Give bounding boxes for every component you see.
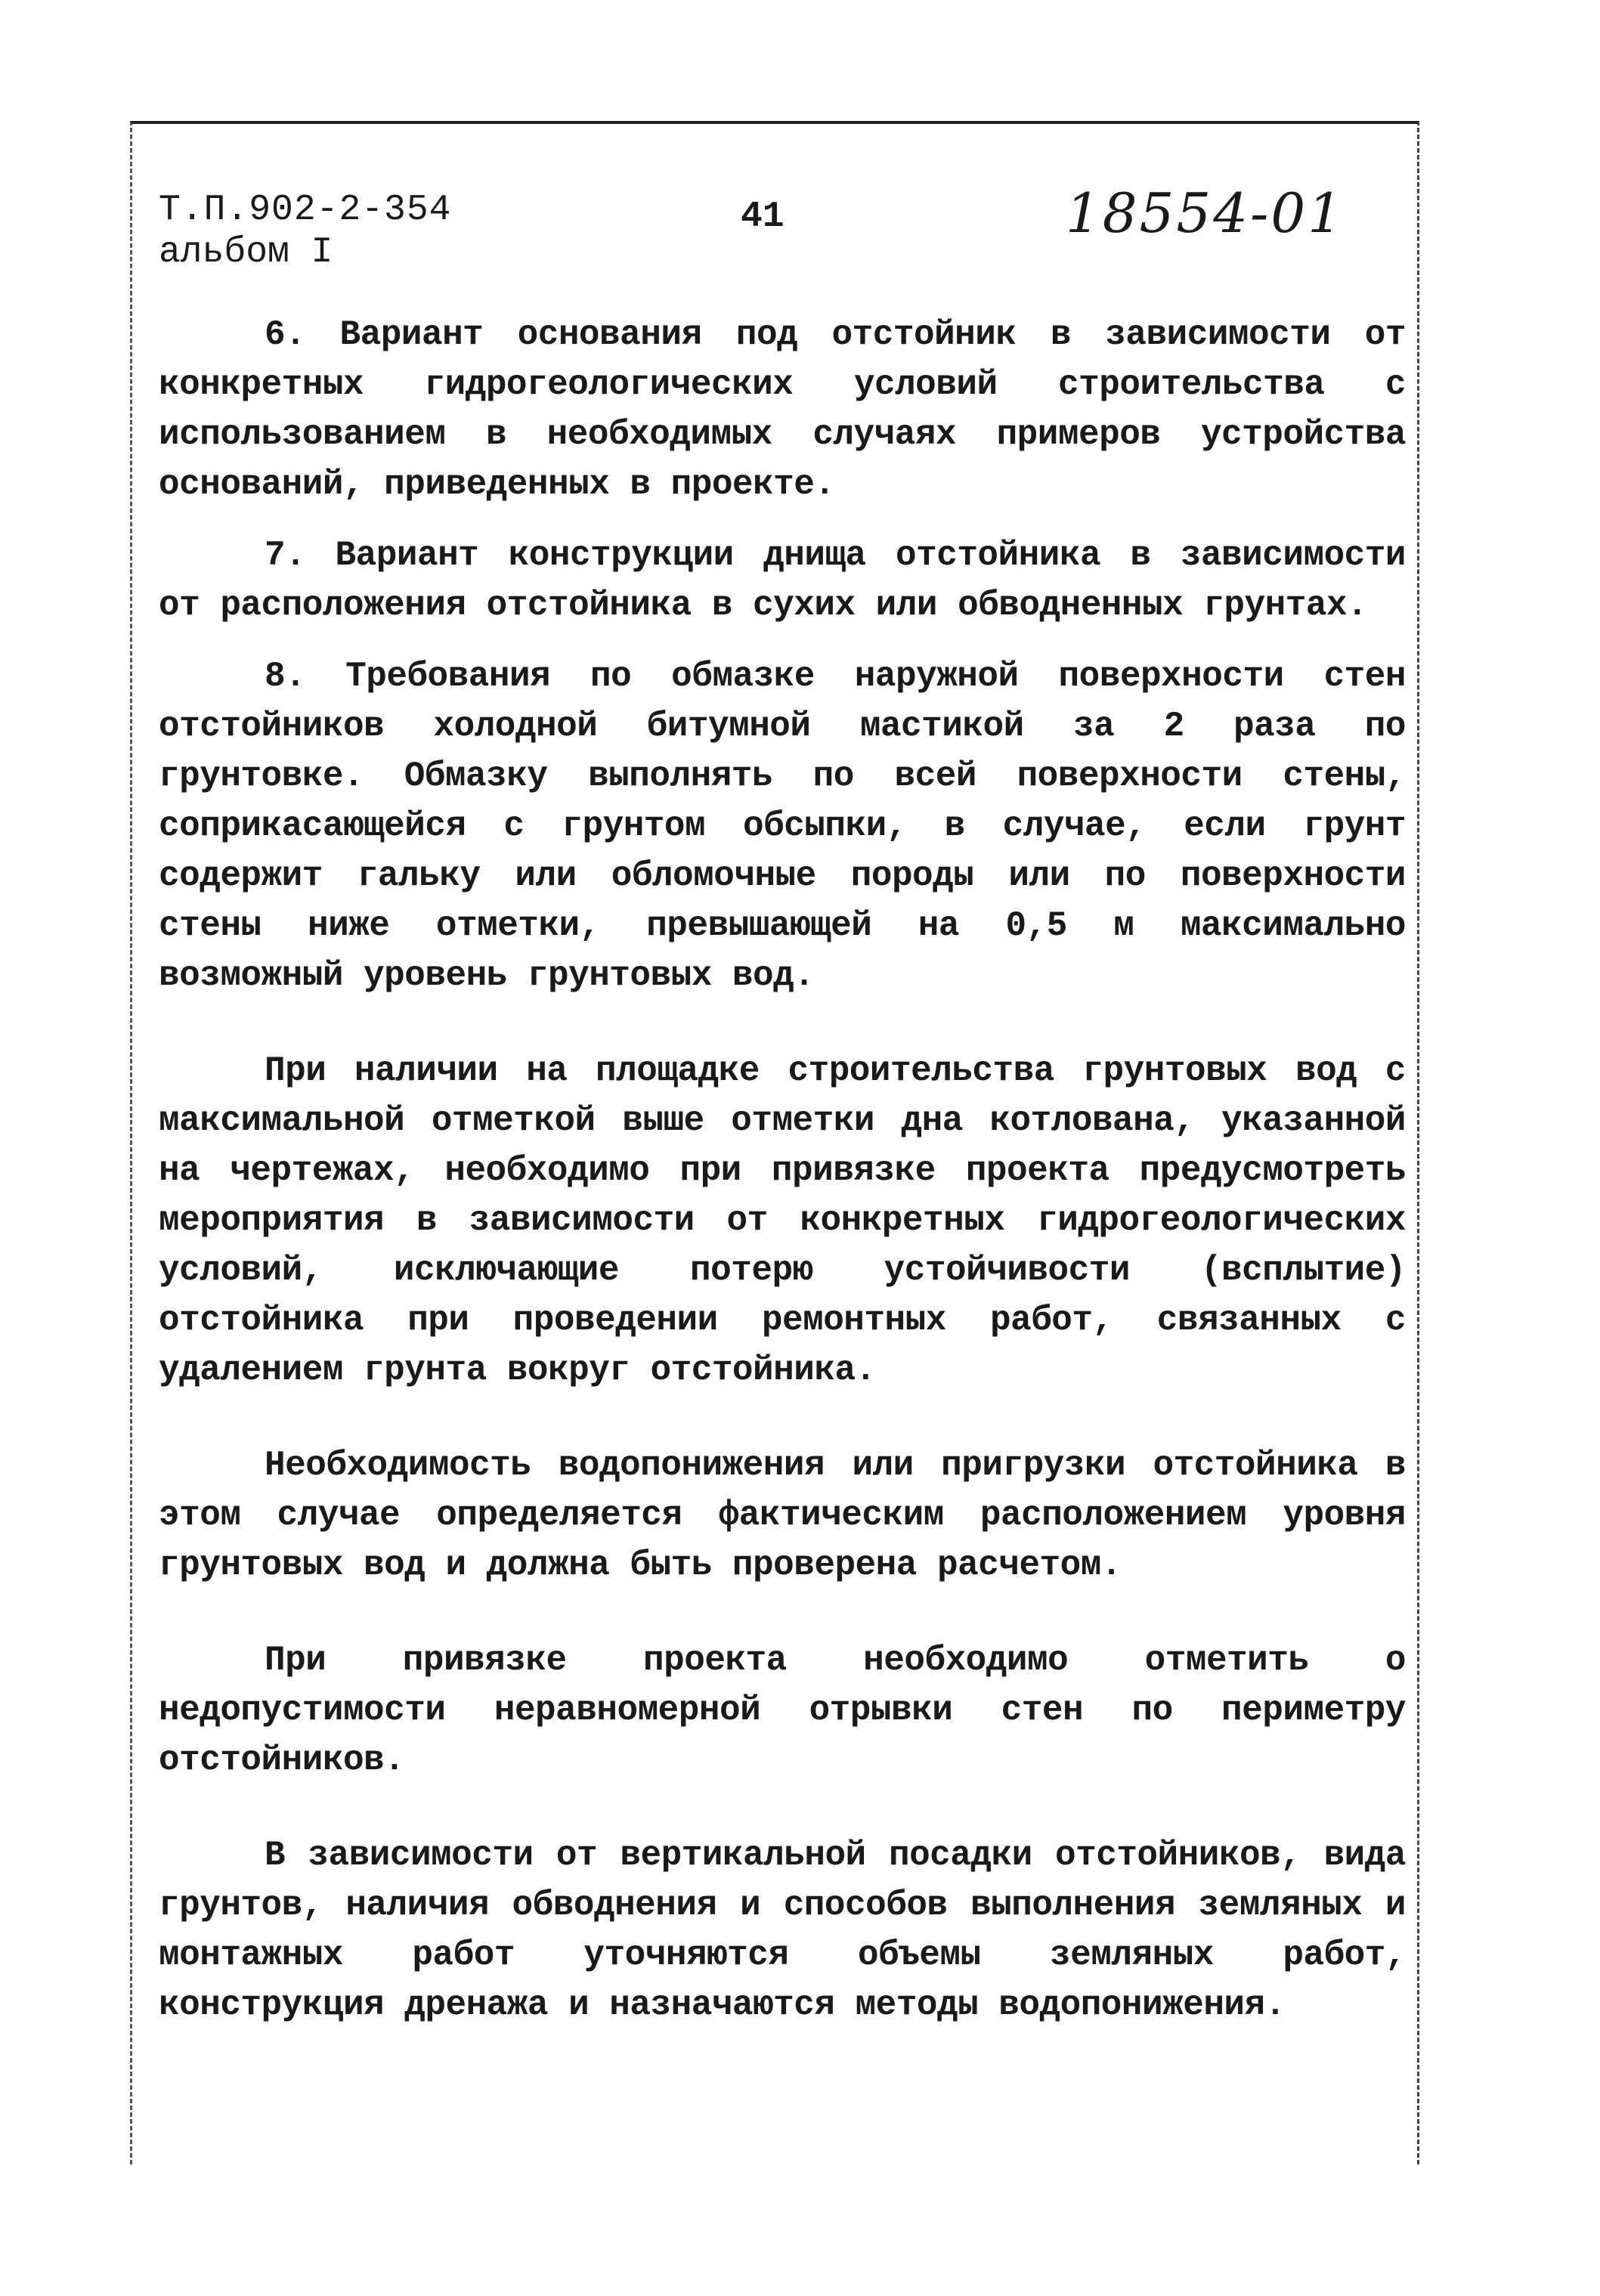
- page-header: [159, 181, 1406, 295]
- page-number: 41: [741, 196, 785, 237]
- handwritten-stamp-number: 18554-01: [1066, 181, 1345, 245]
- album-label: альбом I: [159, 232, 333, 273]
- document-body: [159, 310, 1406, 2051]
- paragraph-item-6: 6. Вариант основания под отстойник в зависимости от конкретных гидрогеологических условий строительства с использованием в необходимых случаях примеров устройства оснований, приведенных в проекте.: [159, 315, 1406, 504]
- paragraph-groundwater: При наличии на площадке строительства грунтовых вод с максимальной отметкой выше отметки дна котлована, указанной на чертежах, необходимо при привязке проекта предусмотреть мероприятия в зависимости от конкретных гидрогеологических условий, исключающие потерю устойчивости (всплытие) отстойника при проведении ремонтных работ, связанных с удалением грунта вокруг отстойника.: [159, 1051, 1406, 1390]
- paragraph-earthworks: В зависимости от вертикальной посадки отстойников, вида грунтов, наличия обводнения и способов выполнения земляных и монтажных работ уточняются объемы земляных работ, конструкция дренажа и назначаются методы водопонижения.: [159, 1836, 1406, 2025]
- paragraph-dewatering: Необходимость водопонижения или пригрузки отстойника в этом случае определяется фактическим расположением уровня грунтовых вод и должна быть проверена расчетом.: [159, 1446, 1406, 1585]
- paragraph-excavation: При привязке проекта необходимо отметить о недопустимости неравномерной отрывки стен по периметру отстойников.: [159, 1641, 1406, 1780]
- paragraph-item-7: 7. Вариант конструкции днища отстойника в зависимости от расположения отстойника в сухих или обводненных грунтах.: [159, 536, 1406, 625]
- document-code: Т.П.902-2-354: [159, 190, 452, 231]
- paragraph-item-8: 8. Требования по обмазке наружной поверхности стен отстойников холодной битумной мастикой за 2 раза по грунтовке. Обмазку выполнять по всей поверхности стены, соприкасающейся с грунтом обсыпки, в случае, если грунт содержит гальку или обломочные породы или по поверхности стены ниже отметки, превышающей на 0,5 м максимально возможный уровень грунтовых вод.: [159, 657, 1406, 995]
